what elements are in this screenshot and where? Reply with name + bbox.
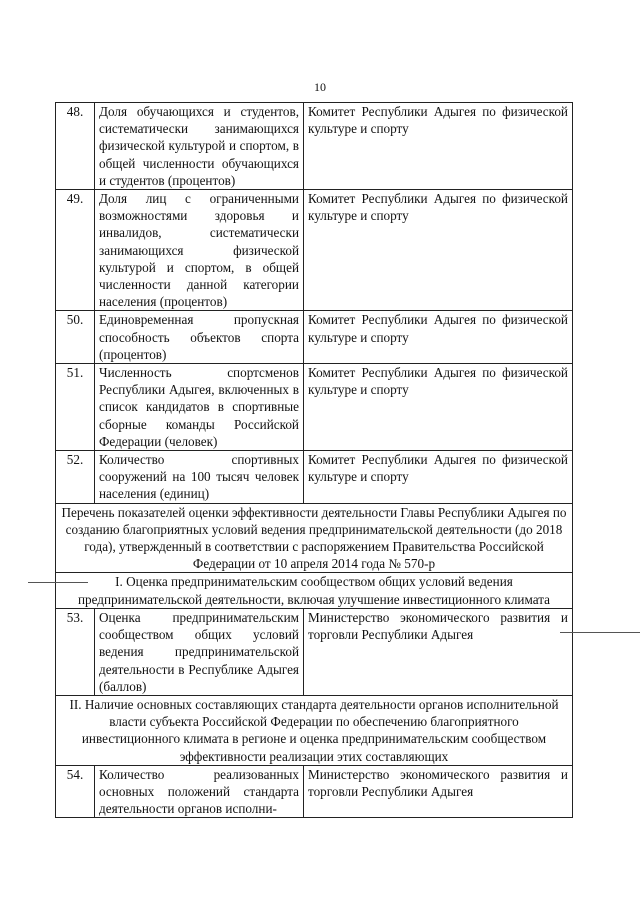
responsible-body: Комитет Республики Адыгея по физической культуре и спорту — [304, 451, 573, 504]
indicator-name: Количество спортивных сооружений на 100 тысяч человек населения (единиц) — [95, 451, 304, 504]
indicator-name: Доля лиц с ограниченными возможностями здоровья и инвалидов, систематически занимающихся физической культурой и спортом, в общей численности данной категории населения (процентов) — [95, 190, 304, 311]
scan-line-right — [560, 632, 640, 633]
table-row — [56, 364, 573, 451]
responsible-body: Министерство экономического развития и торговли Республики Адыгея — [304, 608, 573, 695]
section-row — [56, 695, 573, 765]
indicator-name: Оценка предпринимательским сообществом общих условий ведения предпринимательской деятельности в Республике Адыгея (баллов) — [95, 608, 304, 695]
table-row — [56, 311, 573, 364]
table-row — [56, 765, 573, 818]
page-number: 10 — [314, 80, 326, 94]
responsible-body: Комитет Республики Адыгея по физической культуре и спорту — [304, 364, 573, 451]
row-number: 54. — [56, 765, 95, 818]
section-row — [56, 573, 573, 608]
responsible-body: Комитет Республики Адыгея по физической культуре и спорту — [304, 103, 573, 190]
list-heading-row — [56, 503, 573, 573]
indicators-table — [55, 102, 573, 818]
indicator-name: Численность спортсменов Республики Адыгея, включенных в список кандидатов в спортивные сборные команды Российской Федерации (человек) — [95, 364, 304, 451]
section-heading-2: II. Наличие основных составляющих стандарта деятельности органов исполнительной власти субъекта Российской Федерации по обеспечению благоприятного инвестиционного климата в регионе и оценка предпринимательским сообществом эффективности реализации этих составляющих — [56, 695, 573, 765]
table-row — [56, 451, 573, 504]
scan-line-left — [28, 582, 88, 583]
table-row — [56, 190, 573, 311]
row-number: 52. — [56, 451, 95, 504]
table-row — [56, 103, 573, 190]
responsible-body: Комитет Республики Адыгея по физической культуре и спорту — [304, 190, 573, 311]
row-number: 50. — [56, 311, 95, 364]
table-row — [56, 608, 573, 695]
indicator-name: Количество реализованных основных положений стандарта деятельности органов исполни- — [95, 765, 304, 818]
indicator-name: Доля обучающихся и студентов, систематически занимающихся физической культурой и спортом, в общей численности обучающихся и студентов (процентов) — [95, 103, 304, 190]
row-number: 51. — [56, 364, 95, 451]
responsible-body: Министерство экономического развития и торговли Республики Адыгея — [304, 765, 573, 818]
row-number: 53. — [56, 608, 95, 695]
row-number: 48. — [56, 103, 95, 190]
row-number: 49. — [56, 190, 95, 311]
section-heading-1: I. Оценка предпринимательским сообществом общих условий ведения предпринимательской деятельности, включая улучшение инвестиционного климата — [56, 573, 573, 608]
responsible-body: Комитет Республики Адыгея по физической культуре и спорту — [304, 311, 573, 364]
list-heading: Перечень показателей оценки эффективности деятельности Главы Республики Адыгея по созданию благоприятных условий ведения предпринимательской деятельности (до 2018 года), утвержденный в соответствии с распоряжением Правительства Российской Федерации от 10 апреля 2014 года № 570-р — [56, 503, 573, 573]
indicator-name: Единовременная пропускная способность объектов спорта (процентов) — [95, 311, 304, 364]
